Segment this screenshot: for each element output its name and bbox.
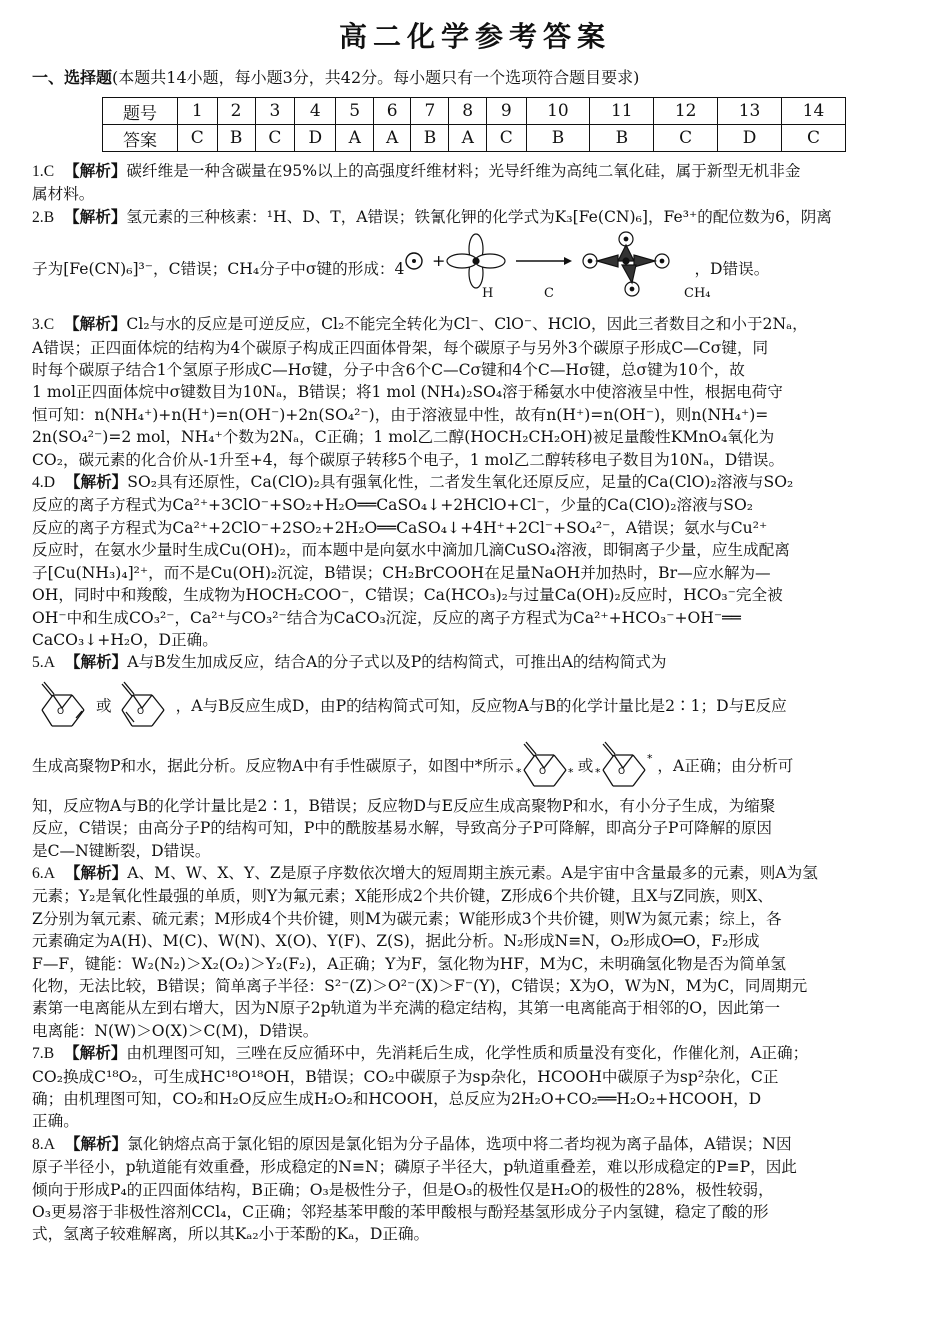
table-cell: 10 bbox=[526, 98, 590, 125]
table-row-numbers bbox=[103, 98, 846, 125]
text-line bbox=[32, 1042, 904, 1065]
table-cell: C bbox=[486, 125, 526, 152]
text-line: 是C—N键断裂，D错误。 bbox=[32, 841, 211, 860]
text-line-content: ，A与B反应生成D，由P的结构简式可知，反应物A与B的化学计量比是2∶1；D与E反应 bbox=[175, 696, 787, 715]
question-5 bbox=[32, 651, 904, 862]
table-cell: 5 bbox=[336, 98, 373, 125]
answer-explanations bbox=[32, 160, 904, 1246]
text-line-content: 氢元素的三种核素：¹H、D、T，A错误；铁氰化钾的化学式为K₃[Fe(CN)₆]，Fe³⁺的配位数为6，阴离 bbox=[126, 207, 832, 226]
table-cell: C bbox=[255, 125, 295, 152]
section-heading: 一、选择题 bbox=[32, 68, 113, 87]
table-cell: 2 bbox=[217, 98, 255, 125]
chiral-figure-line bbox=[32, 737, 904, 795]
text-line: 反应，C错误；由高分子P的结构可知，P中的酰胺基易水解，导致高分子P可降解，即高分子P可降解的原因 bbox=[32, 819, 773, 838]
text-line: CO₂，碳元素的化合价从-1升至+4，每个碳原子转移5个电子，1 mol乙二醇转移电子数目为10Nₐ，D错误。 bbox=[32, 450, 785, 469]
h-orbital-icon bbox=[406, 253, 422, 269]
table-cell: 6 bbox=[373, 98, 410, 125]
text-line bbox=[32, 1133, 904, 1156]
text-line-content: 子为[Fe(CN)₆]³⁻，C错误；CH₄分子中σ键的形成：4 bbox=[32, 260, 405, 279]
table-cell: 14 bbox=[782, 98, 846, 125]
text-line bbox=[32, 471, 904, 494]
table-cell: 4 bbox=[295, 98, 336, 125]
svg-text:O: O bbox=[618, 766, 626, 777]
text-line bbox=[32, 206, 904, 229]
table-cell: B bbox=[217, 125, 255, 152]
table-cell: 7 bbox=[411, 98, 449, 125]
table-cell: 1 bbox=[178, 98, 218, 125]
orbital-figure-line bbox=[32, 229, 904, 309]
text-line: 知，反应物A与B的化学计量比是2∶1，B错误；反应物D与E反应生成高聚物P和水，有小分子生成，为缩聚 bbox=[32, 796, 776, 815]
question-3 bbox=[32, 313, 904, 471]
chiral-carbon-structure-icon bbox=[514, 738, 578, 794]
text-line-content: ，D错误。 bbox=[694, 260, 770, 279]
methane-orbital-icon bbox=[583, 232, 669, 296]
table-cell: B bbox=[411, 125, 449, 152]
table-cell: A bbox=[336, 125, 373, 152]
text-line: OH，同时中和羧酸，生成物为HOCH₂COO⁻，C错误；Ca(HCO₃)₂与过量Ca(OH)₂反应时，HCO₃⁻完全被 bbox=[32, 586, 783, 605]
text-line: 反应时，在氨水少量时生成Cu(OH)₂，而本题中是向氨水中滴加几滴CuSO₄溶液，即铜离子少量，应生成配离 bbox=[32, 541, 790, 560]
figure-label-h: H bbox=[482, 286, 494, 302]
svg-text:O: O bbox=[136, 706, 144, 717]
text-line: 倾向于形成P₄的正四面体结构，B正确；O₃是极性分子，但是O₃的极性仅是H₂O的极性的28%，极性较弱， bbox=[32, 1180, 774, 1199]
arrow-icon bbox=[516, 257, 572, 265]
table-cell: D bbox=[295, 125, 336, 152]
answer-table bbox=[102, 97, 846, 152]
text-line bbox=[32, 651, 904, 674]
analysis-label: 【解析】 bbox=[64, 473, 128, 492]
text-line: 恒可知：n(NH₄⁺)+n(H⁺)=n(OH⁻)+2n(SO₄²⁻)，由于溶液显中性，故有n(H⁺)=n(OH⁻)，则n(NH₄⁺)= bbox=[32, 405, 769, 424]
text-line: CO₂换成C¹⁸O₂，可生成HC¹⁸O¹⁸OH，B错误；CO₂中碳原子为sp杂化，HCOOH中碳原子为sp²杂化，C正 bbox=[32, 1067, 779, 1086]
svg-text:+: + bbox=[432, 251, 446, 271]
analysis-label: 【解析】 bbox=[64, 207, 127, 226]
text-line: 正确。 bbox=[32, 1112, 79, 1131]
table-cell: B bbox=[526, 125, 590, 152]
text-line: F—F，键能：W₂(N₂)＞X₂(O₂)＞Y₂(F₂)，A正确；Y为F，氢化物为HF，M为C，未明确氢化物是否为简单氢 bbox=[32, 954, 787, 973]
question-number: 3.C bbox=[32, 316, 55, 334]
carbon-sp3-orbital-icon bbox=[447, 234, 505, 288]
structure-figure-line bbox=[32, 675, 904, 737]
text-line: 原子半径小，p轨道能有效重叠，形成稳定的N≡N；磷原子半径大，p轨道重叠差，难以形成稳定的P≡P，因此 bbox=[32, 1158, 797, 1177]
figure-label-ch4: CH₄ bbox=[684, 286, 711, 302]
question-2 bbox=[32, 206, 904, 313]
analysis-label: 【解析】 bbox=[64, 162, 127, 180]
table-row-label-number: 题号 bbox=[103, 98, 178, 125]
svg-text:*: * bbox=[595, 765, 601, 779]
text-line-content: 氯化钠熔点高于氯化铝的原因是氯化铝为分子晶体，选项中将二者均视为离子晶体，A错误；N因 bbox=[127, 1134, 792, 1153]
analysis-label: 【解析】 bbox=[64, 1134, 128, 1153]
text-line-content: 或 bbox=[96, 696, 112, 715]
bicyclic-ketone-isomer-structure-icon bbox=[112, 678, 176, 734]
text-line: 反应的离子方程式为Ca²⁺+3ClO⁻+SO₂+H₂O══CaSO₄↓+2HClO+Cl⁻，少量的Ca(ClO)₂溶液与SO₂ bbox=[32, 496, 753, 515]
question-number: 2.B bbox=[32, 208, 55, 226]
table-cell: C bbox=[178, 125, 218, 152]
question-7 bbox=[32, 1042, 904, 1133]
table-cell: 3 bbox=[255, 98, 295, 125]
text-line-content: Cl₂与水的反应是可逆反应，Cl₂不能完全转化为Cl⁻、ClO⁻、HClO，因此三者数目之和小于2Nₐ， bbox=[126, 315, 808, 334]
table-row-label-answer: 答案 bbox=[103, 125, 178, 152]
bicyclic-ketone-structure-icon bbox=[32, 678, 96, 734]
text-line: O₃更易溶于非极性溶剂CCl₄，C正确；邻羟基苯甲酸的苯甲酸根与酚羟基氢形成分子内氢键，稳定了酸的形 bbox=[32, 1203, 769, 1222]
table-cell: C bbox=[654, 125, 718, 152]
svg-text:O: O bbox=[538, 766, 546, 777]
table-cell: 9 bbox=[486, 98, 526, 125]
analysis-label: 【解析】 bbox=[64, 1044, 127, 1063]
table-cell: 13 bbox=[718, 98, 782, 125]
text-line-content: 由机理图可知，三唑在反应循环中，先消耗后生成，化学性质和质量没有变化，作催化剂，A正确； bbox=[126, 1044, 809, 1063]
text-line: 时每个碳原子结合1个氢原子形成C—Hσ键，分子中含6个C—Cσ键和4个C—Hσ键，总σ键为10个，故 bbox=[32, 361, 745, 380]
svg-text:*: * bbox=[647, 751, 653, 765]
text-line: 1 mol正四面体烷中σ键数目为10Nₐ，B错误；将1 mol (NH₄)₂SO₄溶于稀氨水中使溶液呈中性，根据电荷守 bbox=[32, 383, 783, 402]
text-line: OH⁻中和生成CO₃²⁻，Ca²⁺与CO₃²⁻结合为CaCO₃沉淀，反应的离子方程式为Ca²⁺+HCO₃⁻+OH⁻══ bbox=[32, 608, 741, 627]
text-line: CaCO₃↓+H₂O，D正确。 bbox=[32, 630, 218, 649]
text-line-content: SO₂具有还原性，Ca(ClO)₂具有强氧化性，二者发生氧化还原反应，足量的Ca(ClO)₂溶液与SO₂ bbox=[127, 473, 794, 492]
table-cell: C bbox=[782, 125, 846, 152]
question-number: 8.A bbox=[32, 1135, 55, 1153]
text-line-content: A与B发生加成反应，结合A的分子式以及P的结构简式，可推出A的结构简式为 bbox=[127, 653, 667, 672]
text-line-content: 生成高聚物P和水，据此分析。反应物A中有手性碳原子，如图中*所示 bbox=[32, 756, 514, 775]
question-4 bbox=[32, 471, 904, 651]
question-number: 5.A bbox=[32, 654, 55, 672]
question-number: 4.D bbox=[32, 474, 55, 492]
text-line-content: A、M、W、X、Y、Z是原子序数依次增大的短周期主族元素。A是宇宙中含量最多的元素，则A为氢 bbox=[127, 863, 818, 882]
question-8 bbox=[32, 1133, 904, 1246]
text-line-content: ，A正确；由分析可 bbox=[657, 756, 794, 775]
question-number: 7.B bbox=[32, 1045, 55, 1063]
text-line-content: 或 bbox=[577, 756, 594, 775]
text-line: 确；由机理图可知，CO₂和H₂O反应生成H₂O₂和HCOOH，总反应为2H₂O+CO₂══H₂O₂+HCOOH，D bbox=[32, 1090, 762, 1108]
svg-text:*: * bbox=[567, 765, 574, 779]
table-cell: 8 bbox=[449, 98, 486, 125]
text-line: Z分别为氧元素、硫元素；M形成4个共价键，则M为碳元素；W能形成3个共价键，则W为氮元素；综上，各 bbox=[32, 909, 782, 928]
table-cell: A bbox=[373, 125, 410, 152]
analysis-label: 【解析】 bbox=[64, 315, 127, 334]
table-cell: A bbox=[449, 125, 486, 152]
table-cell: B bbox=[590, 125, 654, 152]
text-line bbox=[32, 160, 904, 183]
text-line: A错误；正四面体烷的结构为4个碳原子构成正四面体骨架，每个碳原子与另外3个碳原子形成C—Cσ键，同 bbox=[32, 338, 769, 357]
text-line: 元素确定为A(H)、M(C)、W(N)、X(O)、Y(F)、Z(S)，据此分析。N₂形成N≡N，O₂形成O═O，F₂形成 bbox=[32, 932, 760, 951]
figure-label-c: C bbox=[544, 286, 554, 302]
text-line: 素第一电离能从左到右增大，因为N原子2p轨道为半充满的稳定结构，其第一电离能高于相邻的O，因此第一 bbox=[32, 999, 781, 1018]
text-line: 子[Cu(NH₃)₄]²⁺，而不是Cu(OH)₂沉淀，B错误；CH₂BrCOOH在足量NaOH并加热时，Br—应水解为— bbox=[32, 563, 771, 582]
text-line: 反应的离子方程式为Ca²⁺+2ClO⁻+2SO₂+2H₂O══CaSO₄↓+4H⁺+2Cl⁻+SO₄²⁻，A错误；氨水与Cu²⁺ bbox=[32, 518, 768, 537]
table-cell: D bbox=[718, 125, 782, 152]
text-line: 2n(SO₄²⁻)=2 mol，NH₄⁺个数为2Nₐ，C正确；1 mol乙二醇(HOCH₂CH₂OH)被足量酸性KMnO₄氧化为 bbox=[32, 428, 775, 447]
table-row-answers bbox=[103, 125, 846, 152]
analysis-label: 【解析】 bbox=[64, 863, 128, 882]
chiral-carbon-isomer-structure-icon bbox=[593, 738, 657, 794]
question-1 bbox=[32, 160, 904, 206]
text-line-content: 碳纤维是一种含碳量在95%以上的高强度纤维材料；光导纤维为高纯二氧化硅，属于新型无机非金 bbox=[126, 162, 801, 180]
text-line: 属材料。 bbox=[32, 185, 95, 204]
table-cell: 11 bbox=[590, 98, 654, 125]
svg-text:*: * bbox=[515, 765, 522, 779]
section-header bbox=[32, 68, 639, 88]
table-cell: 12 bbox=[654, 98, 718, 125]
question-6 bbox=[32, 862, 904, 1042]
page-title: 高二化学参考答案 bbox=[338, 20, 611, 53]
text-line: 电离能：N(W)＞O(X)＞C(M)，D错误。 bbox=[32, 1021, 319, 1040]
text-line: 式，氢离子较难解离，所以其Kₐ₂小于苯酚的Kₐ，D正确。 bbox=[32, 1225, 430, 1244]
analysis-label: 【解析】 bbox=[64, 653, 128, 672]
section-note: (本题共14小题，每小题3分，共42分。每小题只有一个选项符合题目要求) bbox=[112, 68, 640, 87]
svg-text:O: O bbox=[57, 706, 65, 717]
text-line: 元素；Y₂是氧化性最强的单质，则Y为氟元素；X能形成2个共价键，Z形成6个共价键，且X与Z同族，则X、 bbox=[32, 887, 774, 906]
text-line bbox=[32, 313, 904, 336]
question-number: 1.C bbox=[32, 163, 55, 180]
question-number: 6.A bbox=[32, 864, 55, 882]
text-line: 化物，无法比较，B错误；简单离子半径：S²⁻(Z)＞O²⁻(X)＞F⁻(Y)，C错误；X为O，W为N，M为C，同周期元 bbox=[32, 976, 808, 995]
text-line bbox=[32, 862, 904, 885]
